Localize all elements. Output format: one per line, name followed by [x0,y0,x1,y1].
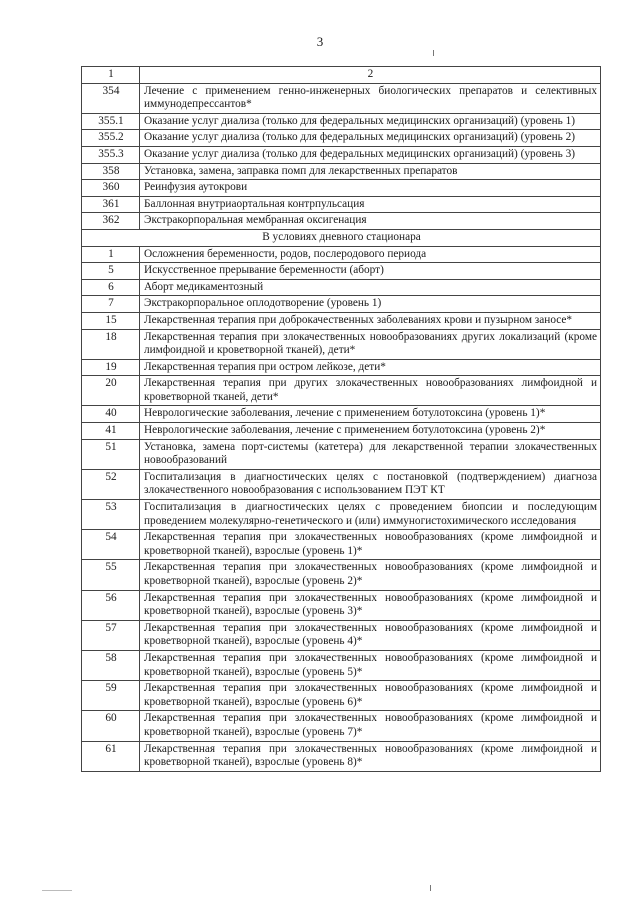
row-description: Установка, замена порт-системы (катетера) для лекарственной терапии злокачественных новообразований [140,439,601,469]
row-description: Оказание услуг диализа (только для федеральных медицинских организаций) (уровень 2) [140,130,601,147]
table-header-row [82,67,601,84]
table-row [82,329,601,359]
row-description: Осложнения беременности, родов, послеродового периода [140,246,601,263]
row-description: Оказание услуг диализа (только для федеральных медицинских организаций) (уровень 3) [140,146,601,163]
table-row [82,530,601,560]
row-code: 18 [82,329,140,359]
row-code: 360 [82,180,140,197]
row-code: 61 [82,741,140,771]
table-row [82,406,601,423]
row-code: 1 [82,246,140,263]
table-row [82,146,601,163]
table-row [82,296,601,313]
table-row [82,590,601,620]
row-code: 53 [82,500,140,530]
table-row [82,83,601,113]
row-code: 355.1 [82,113,140,130]
row-code: 355.2 [82,130,140,147]
row-description: Неврологические заболевания, лечение с применением ботулотоксина (уровень 2)* [140,423,601,440]
row-code: 51 [82,439,140,469]
row-description: Установка, замена, заправка помп для лекарственных препаратов [140,163,601,180]
row-description: Экстракорпоральная мембранная оксигенация [140,213,601,230]
table-row [82,741,601,771]
table-row [82,113,601,130]
row-description: Аборт медикаментозный [140,279,601,296]
row-description: Лекарственная терапия при других злокачественных новообразованиях лимфоидной и кроветворной тканей, дети* [140,376,601,406]
table-row [82,130,601,147]
scan-mark [430,885,431,891]
table-row [82,500,601,530]
row-code: 41 [82,423,140,440]
row-description: Госпитализация в диагностических целях с проведением биопсии и последующим проведением молекулярно-генетического и (или) иммуногистохимического исследования [140,500,601,530]
row-description: Неврологические заболевания, лечение с применением ботулотоксина (уровень 1)* [140,406,601,423]
row-description: Госпитализация в диагностических целях с постановкой (подтверждением) диагноза злокачественного новообразования с использованием ПЭТ КТ [140,469,601,499]
row-description: Лекарственная терапия при злокачественных новообразованиях (кроме лимфоидной и кроветворной тканей), взрослые (уровень 4)* [140,620,601,650]
row-description: Искусственное прерывание беременности (аборт) [140,263,601,280]
row-description: Лекарственная терапия при злокачественных новообразованиях (кроме лимфоидной и кроветворной тканей), взрослые (уровень 1)* [140,530,601,560]
scan-mark [42,890,72,891]
table-row [82,180,601,197]
row-description: Лекарственная терапия при злокачественных новообразованиях (кроме лимфоидной и кроветворной тканей), взрослые (уровень 6)* [140,681,601,711]
table-row [82,196,601,213]
row-code: 361 [82,196,140,213]
row-code: 19 [82,359,140,376]
row-code: 56 [82,590,140,620]
row-description: Лекарственная терапия при злокачественных новообразованиях (кроме лимфоидной и кроветворной тканей), взрослые (уровень 8)* [140,741,601,771]
row-description: Реинфузия аутокрови [140,180,601,197]
row-code: 5 [82,263,140,280]
row-code: 358 [82,163,140,180]
table-row [82,359,601,376]
row-description: Лечение с применением генно-инженерных биологических препаратов и селективных иммунодепрессантов* [140,83,601,113]
section-title: В условиях дневного стационара [82,229,601,246]
row-description: Лекарственная терапия при злокачественных новообразованиях (кроме лимфоидной и кроветворной тканей), взрослые (уровень 5)* [140,650,601,680]
services-table [81,66,601,772]
row-code: 6 [82,279,140,296]
row-code: 362 [82,213,140,230]
row-description: Лекарственная терапия при злокачественных новообразованиях других локализаций (кроме лимфоидной и кроветворной тканей), дети* [140,329,601,359]
table-body [82,67,601,772]
table-row [82,439,601,469]
row-description: Лекарственная терапия при злокачественных новообразованиях (кроме лимфоидной и кроветворной тканей), взрослые (уровень 7)* [140,711,601,741]
row-code: 54 [82,530,140,560]
table-row [82,423,601,440]
header-col-2: 2 [140,67,601,84]
table-row [82,263,601,280]
row-code: 52 [82,469,140,499]
row-description: Лекарственная терапия при злокачественных новообразованиях (кроме лимфоидной и кроветворной тканей), взрослые (уровень 3)* [140,590,601,620]
row-code: 20 [82,376,140,406]
header-col-1: 1 [82,67,140,84]
table-row [82,560,601,590]
table-row [82,246,601,263]
table-row [82,469,601,499]
row-description: Баллонная внутриаортальная контрпульсация [140,196,601,213]
row-code: 355.3 [82,146,140,163]
table-row [82,681,601,711]
row-description: Лекарственная терапия при остром лейкозе, дети* [140,359,601,376]
row-code: 55 [82,560,140,590]
row-code: 40 [82,406,140,423]
section-row [82,229,601,246]
table-row [82,620,601,650]
row-code: 7 [82,296,140,313]
table-row [82,711,601,741]
row-code: 59 [82,681,140,711]
row-code: 354 [82,83,140,113]
row-description: Лекарственная терапия при доброкачественных заболеваниях крови и пузырном заносе* [140,312,601,329]
row-code: 58 [82,650,140,680]
table-row [82,163,601,180]
row-code: 60 [82,711,140,741]
table-row [82,376,601,406]
table-row [82,279,601,296]
row-description: Лекарственная терапия при злокачественных новообразованиях (кроме лимфоидной и кроветворной тканей), взрослые (уровень 2)* [140,560,601,590]
row-description: Экстракорпоральное оплодотворение (уровень 1) [140,296,601,313]
row-code: 57 [82,620,140,650]
row-description: Оказание услуг диализа (только для федеральных медицинских организаций) (уровень 1) [140,113,601,130]
scan-mark [433,50,434,56]
row-code: 15 [82,312,140,329]
table-row [82,312,601,329]
table-row [82,650,601,680]
page-number: 3 [316,34,324,49]
table-row [82,213,601,230]
